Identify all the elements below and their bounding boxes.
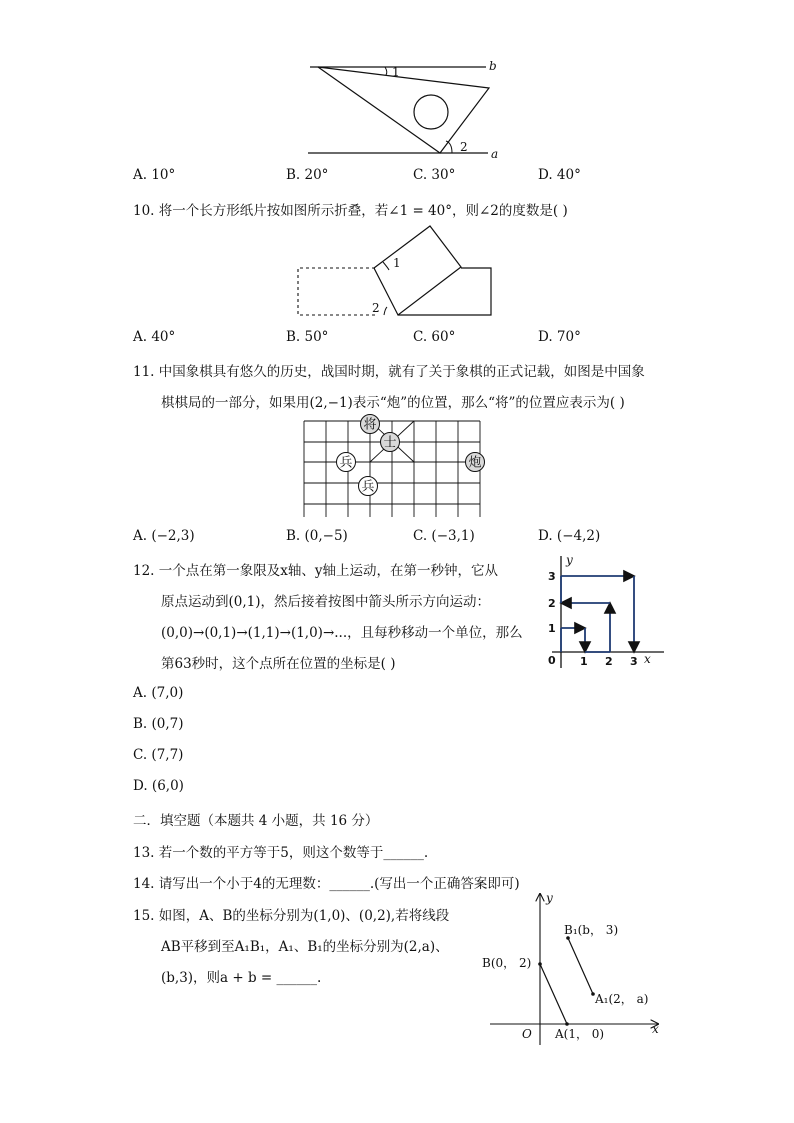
q12-path-arrows: [561, 576, 634, 652]
q9-angle1-arc: [385, 67, 387, 75]
q10-angle2-arc: [384, 307, 387, 315]
q15-segment-A1B1: [568, 938, 593, 994]
q15-stem-line3: (b,3)，则a + b = ______.: [161, 970, 322, 986]
q9-option-b: B. 20°: [286, 167, 329, 183]
q11-piece-bing2: [359, 477, 378, 496]
q15-point-A: [565, 1022, 569, 1026]
svg-text:炮: 炮: [468, 455, 482, 471]
q15-A-label: A(1， 0): [555, 1027, 605, 1041]
q11-option-b: B. (0,−5): [286, 528, 348, 544]
q12-y-tick-2: 2: [548, 597, 556, 610]
q10-angle2-label: 2: [372, 301, 380, 315]
q15-segment-AB: [540, 964, 567, 1024]
svg-text:将: 将: [363, 417, 377, 433]
q15-A1-label: A₁(2， a): [595, 992, 649, 1006]
q12-x-tick-3: 3: [630, 655, 638, 668]
q11-option-a: A. (−2,3): [133, 528, 195, 544]
q11-piece-pao: [466, 453, 485, 472]
q13-stem: 13. 若一个数的平方等于5，则这个数等于______.: [133, 845, 429, 861]
q10-option-c: C. 60°: [413, 329, 456, 345]
q9-figure: [300, 55, 510, 165]
q15-stem-line2: AB平移到至A₁B₁，A₁、B₁的坐标分别为(2,a)、: [161, 939, 449, 955]
q9-b-label: b: [489, 59, 497, 73]
q9-angle1-label: 1: [392, 65, 400, 79]
q15-B1-label: B₁(b， 3): [564, 923, 619, 937]
q12-figure: [532, 548, 667, 673]
svg-text:兵: 兵: [361, 479, 375, 495]
q12-stem-line1: 12. 一个点在第一象限及x轴、y轴上运动，在第一秒钟，它从: [133, 563, 499, 579]
svg-text:士: 士: [383, 435, 397, 451]
q12-option-b: B. (0,7): [133, 716, 184, 732]
q12-y-label: y: [566, 553, 573, 567]
q15-x-label: x: [652, 1022, 659, 1036]
svg-text:兵: 兵: [339, 455, 353, 471]
q10-rect-solid: [398, 268, 491, 315]
q12-y-tick-1: 1: [548, 622, 556, 635]
q11-stem-line1: 11. 中国象棋具有悠久的历史，战国时期，就有了关于象棋的正式记载，如图是中国象: [133, 364, 645, 380]
q11-option-d: D. (−4,2): [538, 528, 601, 544]
q10-folded-part: [374, 226, 461, 315]
q11-piece-shi: [381, 433, 400, 452]
q12-origin-label: 0: [548, 654, 556, 667]
q11-piece-jiang: [361, 415, 380, 434]
q11-option-c: C. (−3,1): [413, 528, 475, 544]
q12-stem-line4: 第63秒时，这个点所在位置的坐标是( ): [161, 656, 396, 672]
q12-option-a: A. (7,0): [133, 685, 184, 701]
q12-x-label: x: [644, 652, 651, 666]
q9-option-d: D. 40°: [538, 167, 581, 183]
q15-stem-line1: 15. 如图，A、B的坐标分别为(1,0)、(0,2),若将线段: [133, 908, 450, 924]
section-2-title: 二．填空题（本题共 4 小题，共 16 分）: [133, 813, 379, 829]
q9-angle2-arc: [446, 141, 452, 153]
q14-stem: 14. 请写出一个小于4的无理数：______.(写出一个正确答案即可): [133, 876, 520, 892]
q15-B-label: B(0， 2): [482, 956, 532, 970]
q12-y-tick-3: 3: [548, 570, 556, 583]
q11-piece-bing1: [337, 453, 356, 472]
q10-angle1-label: 1: [393, 256, 401, 270]
q15-origin-label: O: [522, 1027, 532, 1041]
q9-a-label: a: [491, 147, 499, 161]
q12-option-c: C. (7,7): [133, 747, 184, 763]
q12-x-tick-2: 2: [605, 655, 613, 668]
q15-y-label: y: [546, 891, 553, 905]
q15-point-B: [538, 962, 542, 966]
q12-x-tick-1: 1: [580, 655, 588, 668]
q15-figure: [478, 890, 668, 1050]
q10-dashed-outline: [298, 268, 377, 315]
q10-angle1-arc: [383, 262, 389, 270]
q9-option-c: C. 30°: [413, 167, 456, 183]
q11-stem-line2: 棋棋局的一部分，如果用(2,−1)表示“炮”的位置，那么“将”的位置应表示为( ): [161, 395, 625, 411]
q12-stem-line3: (0,0)→(0,1)→(1,1)→(1,0)→...，且每秒移动一个单位，那么: [161, 625, 523, 641]
q10-figure: [295, 220, 495, 320]
q11-chessboard: [300, 418, 485, 518]
q10-stem: 10. 将一个长方形纸片按如图所示折叠，若∠1 = 40°，则∠2的度数是( ): [133, 203, 568, 219]
q9-circle-hole: [414, 95, 448, 129]
q10-option-b: B. 50°: [286, 329, 329, 345]
q10-option-a: A. 40°: [133, 329, 176, 345]
q9-angle2-label: 2: [460, 140, 468, 154]
q9-option-a: A. 10°: [133, 167, 176, 183]
q12-option-d: D. (6,0): [133, 778, 184, 794]
q12-stem-line2: 原点运动到(0,1)，然后接着按图中箭头所示方向运动：: [161, 594, 491, 610]
q10-option-d: D. 70°: [538, 329, 581, 345]
